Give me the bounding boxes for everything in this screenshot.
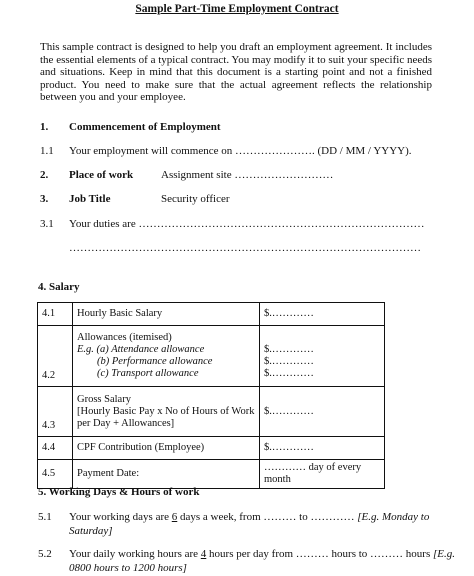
allowance-b: (b) Performance allowance (97, 356, 213, 367)
row-description: Payment Date: (73, 460, 260, 489)
item-1-1-text: Your employment will commence on …………………. (DD / MM / YYYY). (69, 145, 412, 157)
place-of-work-value: Assignment site ……………………… (161, 169, 334, 181)
row-description (73, 387, 260, 437)
item-3-1-number: 3.1 (40, 218, 54, 230)
table-row (38, 387, 385, 437)
working-hours-value: 4 (200, 548, 207, 560)
row-number: 4.2 (38, 326, 73, 387)
item-5-1-number: 5.1 (38, 511, 52, 523)
row-description: Hourly Basic Salary (73, 303, 260, 326)
row-amount: ………… day of every month (260, 460, 385, 489)
section-2-heading: Place of work (69, 169, 134, 181)
amount-a: $.………… (264, 344, 314, 355)
table-row (38, 437, 385, 460)
section-1-heading: Commencement of Employment (69, 121, 221, 133)
gross-salary-formula-line2: per Day + Allowances] (77, 417, 175, 429)
row-amount: $.………… (260, 303, 385, 326)
section-3-number: 3. (40, 193, 49, 205)
item-5-1-text: Your working days are 6 days a week, from ……… to ………… [E.g. Monday to (69, 511, 430, 523)
section-2-number: 2. (40, 169, 49, 181)
allowance-c: (c) Transport allowance (97, 368, 199, 379)
row-amount: $.………… (260, 387, 385, 437)
item-3-1-line2: …………………………………………………………………………………… (69, 242, 421, 254)
table-row (38, 326, 385, 387)
row-amount: $.………… (260, 437, 385, 460)
allowances-label: Allowances (itemised) (77, 332, 172, 343)
salary-heading: 4. Salary (38, 281, 80, 293)
item-5-1-example: Saturday] (69, 525, 113, 537)
row-number: 4.4 (38, 437, 73, 460)
amount-b: $.………… (264, 356, 314, 367)
document-title: Sample Part-Time Employment Contract (135, 3, 339, 15)
gross-salary-formula-line1: [Hourly Basic Pay x No of Hours of Work (77, 405, 255, 417)
item-5-2-number: 5.2 (38, 548, 52, 560)
allowance-a: E.g. (a) Attendance allowance (77, 344, 205, 355)
row-number: 4.5 (38, 460, 73, 489)
row-description (73, 326, 260, 387)
salary-table (37, 302, 385, 489)
section-5-heading: 5. Working Days & Hours of work (38, 486, 200, 498)
row-amount (260, 326, 385, 387)
row-number: 4.1 (38, 303, 73, 326)
working-days-value: 6 (171, 511, 178, 523)
row-description: CPF Contribution (Employee) (73, 437, 260, 460)
item-5-2-text: Your daily working hours are 4 hours per day from ……… hours to ……… hours [E.g. (69, 548, 455, 560)
row-number: 4.3 (38, 387, 73, 437)
item-3-1-text: Your duties are …………………………………………………………………… (69, 218, 425, 230)
section-1-number: 1. (40, 121, 49, 133)
item-1-1-number: 1.1 (40, 145, 54, 157)
item-5-2-example: 0800 hours to 1200 hours] (69, 562, 187, 574)
intro-paragraph: This sample contract is designed to help you draft an employment agreement. It includes the essential elements of a typical contract. You may modify it to suit your specific needs and situations. Keep in mind that this document is a starting point and not a finished product. You need to make sure that the actual agreement reflects the relationship between you and your employee. (40, 41, 432, 104)
job-title-value: Security officer (161, 193, 230, 205)
table-row (38, 460, 385, 489)
amount-c: $.………… (264, 368, 314, 379)
section-3-heading: Job Title (69, 193, 111, 205)
table-row (38, 303, 385, 326)
gross-salary-label: Gross Salary (77, 393, 131, 405)
